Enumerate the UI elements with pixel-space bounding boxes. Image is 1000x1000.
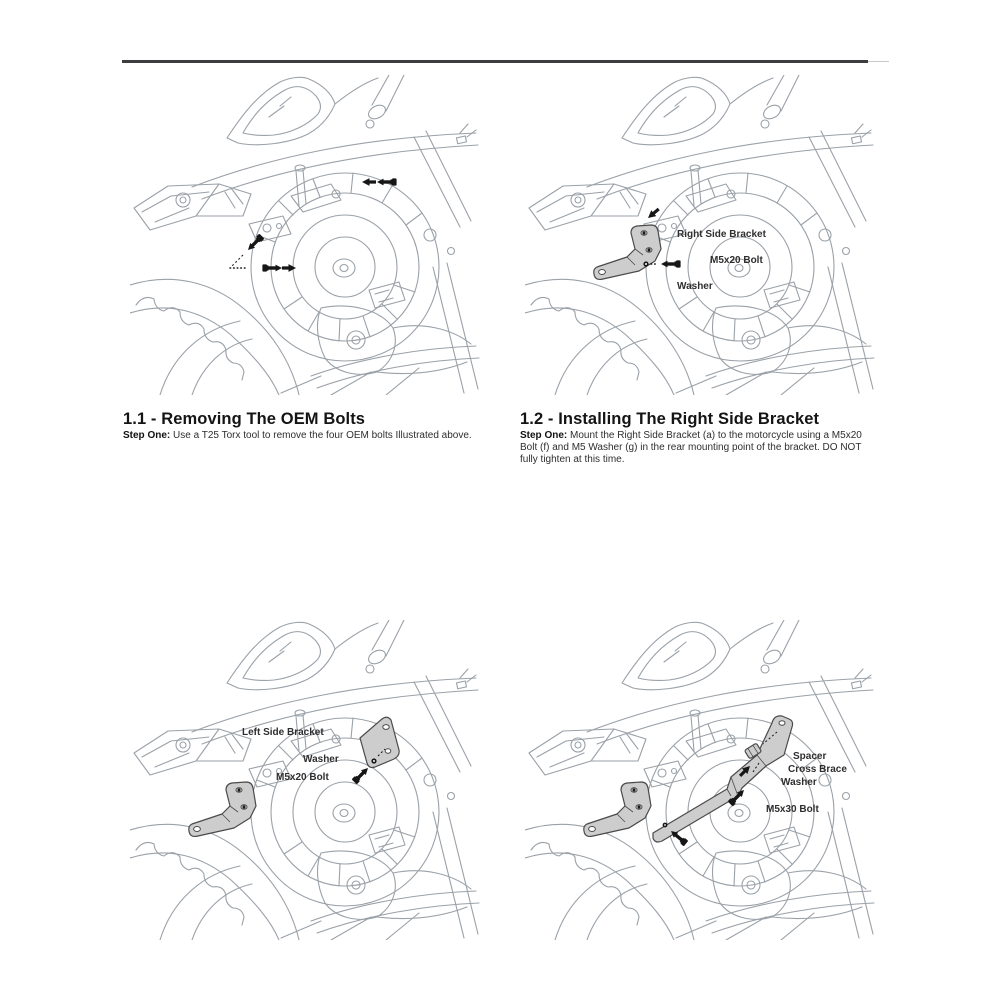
section-heading-1-2: 1.2 - Installing The Right Side Bracket	[520, 409, 820, 428]
step-label: Step One:	[123, 430, 171, 441]
top-divider	[122, 60, 868, 63]
callout-m5x20-bolt: M5x20 Bolt	[710, 255, 763, 266]
callout-m5x30-bolt: M5x30 Bolt	[766, 804, 819, 815]
step-body: Mount the Right Side Bracket (a) to the motorcycle using a M5x20 Bolt (f) and M5 Washer (g) in the rear mounting point of the bracket. DO NOT fully tighten at this time.	[520, 430, 862, 465]
oem-bolt-indicators-icon	[230, 178, 397, 272]
callout-washer: Washer	[303, 754, 339, 765]
cross-brace-part	[584, 716, 793, 846]
callout-m5x20-bolt: M5x20 Bolt	[276, 772, 329, 783]
top-divider-fade	[868, 61, 889, 62]
callout-spacer: Spacer	[793, 751, 827, 762]
section-heading-1-1: 1.1 - Removing The OEM Bolts	[123, 409, 366, 428]
step-text-1-1	[123, 430, 515, 442]
callout-right-side-bracket: Right Side Bracket	[677, 229, 766, 240]
step-text-1-2	[520, 430, 878, 466]
callout-washer: Washer	[677, 281, 713, 292]
right-side-bracket-part	[594, 206, 681, 279]
motorcycle-illustration	[525, 620, 875, 940]
step-body: Use a T25 Torx tool to remove the four OEM bolts Illustrated above.	[173, 430, 472, 441]
illustration-right-side-bracket	[525, 75, 875, 395]
motorcycle-illustration	[130, 75, 480, 395]
illustration-cross-brace	[525, 620, 875, 940]
callout-washer: Washer	[781, 777, 817, 788]
step-label: Step One:	[520, 430, 568, 441]
callout-cross-brace: Cross Brace	[788, 764, 847, 775]
illustration-left-side-bracket	[130, 620, 480, 940]
callout-left-side-bracket: Left Side Bracket	[242, 727, 324, 738]
illustration-removing-oem-bolts	[130, 75, 480, 395]
